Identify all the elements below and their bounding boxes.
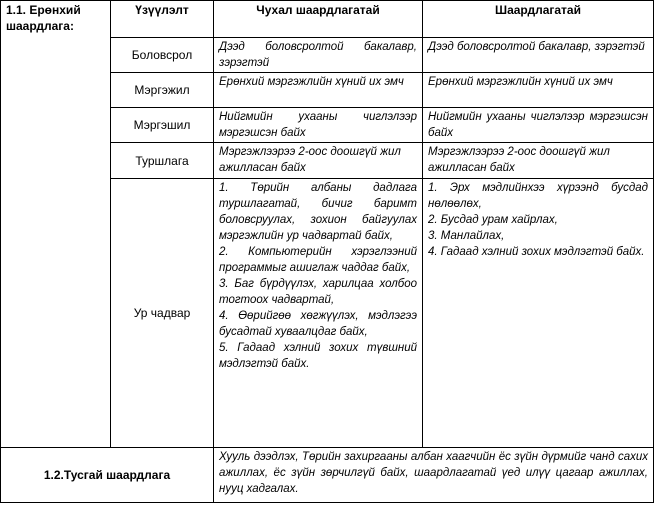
header-row (1, 1, 654, 38)
general-requirements-title: 1.1. Ерөнхий шаардлага: (1, 1, 111, 448)
row-label-specialization: Мэргэшил (111, 108, 214, 143)
skills-required (423, 179, 654, 448)
skills-required-item: 3. Манлайлах, (428, 230, 505, 242)
skills-important-item: 5. Гадаад хэлний зохих түвшний мэдлэгтэй байх. (219, 342, 417, 370)
special-requirements-text: Хууль дээдлэх, Төрийн захиргааны албан хаагчийн ёс зүйн дүрмийг чанд сахих ажиллах, ёс зүйн зөрчилгүй байх, шаардлагатай үед илүү цагаар ажиллах, нууц хадгалах. (214, 448, 654, 503)
column-header-important: Чухал шаардлагатай (214, 1, 423, 38)
experience-important: Мэргэжлээрээ 2-оос доошгүй жил ажилласан байх (214, 143, 423, 179)
row-label-skills: Ур чадвар (111, 179, 214, 448)
special-requirements-title: 1.2.Тусгай шаардлага (1, 448, 214, 503)
skills-important-item: 2. Компьютерийн хэрэглээний программыг ашиглаж чаддаг байх, (219, 246, 417, 274)
skills-important-item: 4. Өөрийгөө хөгжүүлэх, мэдлэгээ бусадтай хуваалцдаг байх, (219, 310, 417, 338)
specialization-important: Нийгмийн ухааны чиглэлээр мэргэшсэн байх (214, 108, 423, 143)
experience-required: Мэргэжлээрээ 2-оос доошгүй жил ажилласан байх (423, 143, 654, 179)
row-label-experience: Туршлага (111, 143, 214, 179)
education-important: Дээд боловсролтой бакалавр, зэрэгтэй (214, 38, 423, 73)
column-header-required: Шаардлагатай (423, 1, 654, 38)
special-requirements-row (1, 448, 654, 503)
row-label-profession: Мэргэжил (111, 73, 214, 108)
profession-important: Ерөнхий мэргэжлийн хүний их эмч (214, 73, 423, 108)
skills-required-item: 2. Бусдад урам хайрлах, (428, 214, 558, 226)
column-header-indicator: Үзүүлэлт (111, 1, 214, 38)
specialization-required: Нийгмийн ухааны чиглэлээр мэргэшсэн байх (423, 108, 654, 143)
row-label-education: Боловсрол (111, 38, 214, 73)
skills-important-item: 3. Баг бүрдүүлэх, харилцаа холбоо тогтоох чадвартай, (219, 278, 417, 306)
skills-important-item: 1. Төрийн албаны дадлага туршлагатай, бичиг баримт боловсруулах, зохион байгуулах мэргэжлийн ур чадвартай байх, (219, 182, 417, 242)
profession-required: Ерөнхий мэргэжлийн хүний их эмч (423, 73, 654, 108)
skills-required-item: 4. Гадаад хэлний зохих мэдлэгтэй байх. (428, 246, 645, 258)
education-required: Дээд боловсролтой бакалавр, зэрэгтэй (423, 38, 654, 73)
skills-important (214, 179, 423, 448)
skills-required-item: 1. Эрх мэдлийнхээ хүрээнд бусдад нөлөөлөх, (428, 182, 648, 210)
